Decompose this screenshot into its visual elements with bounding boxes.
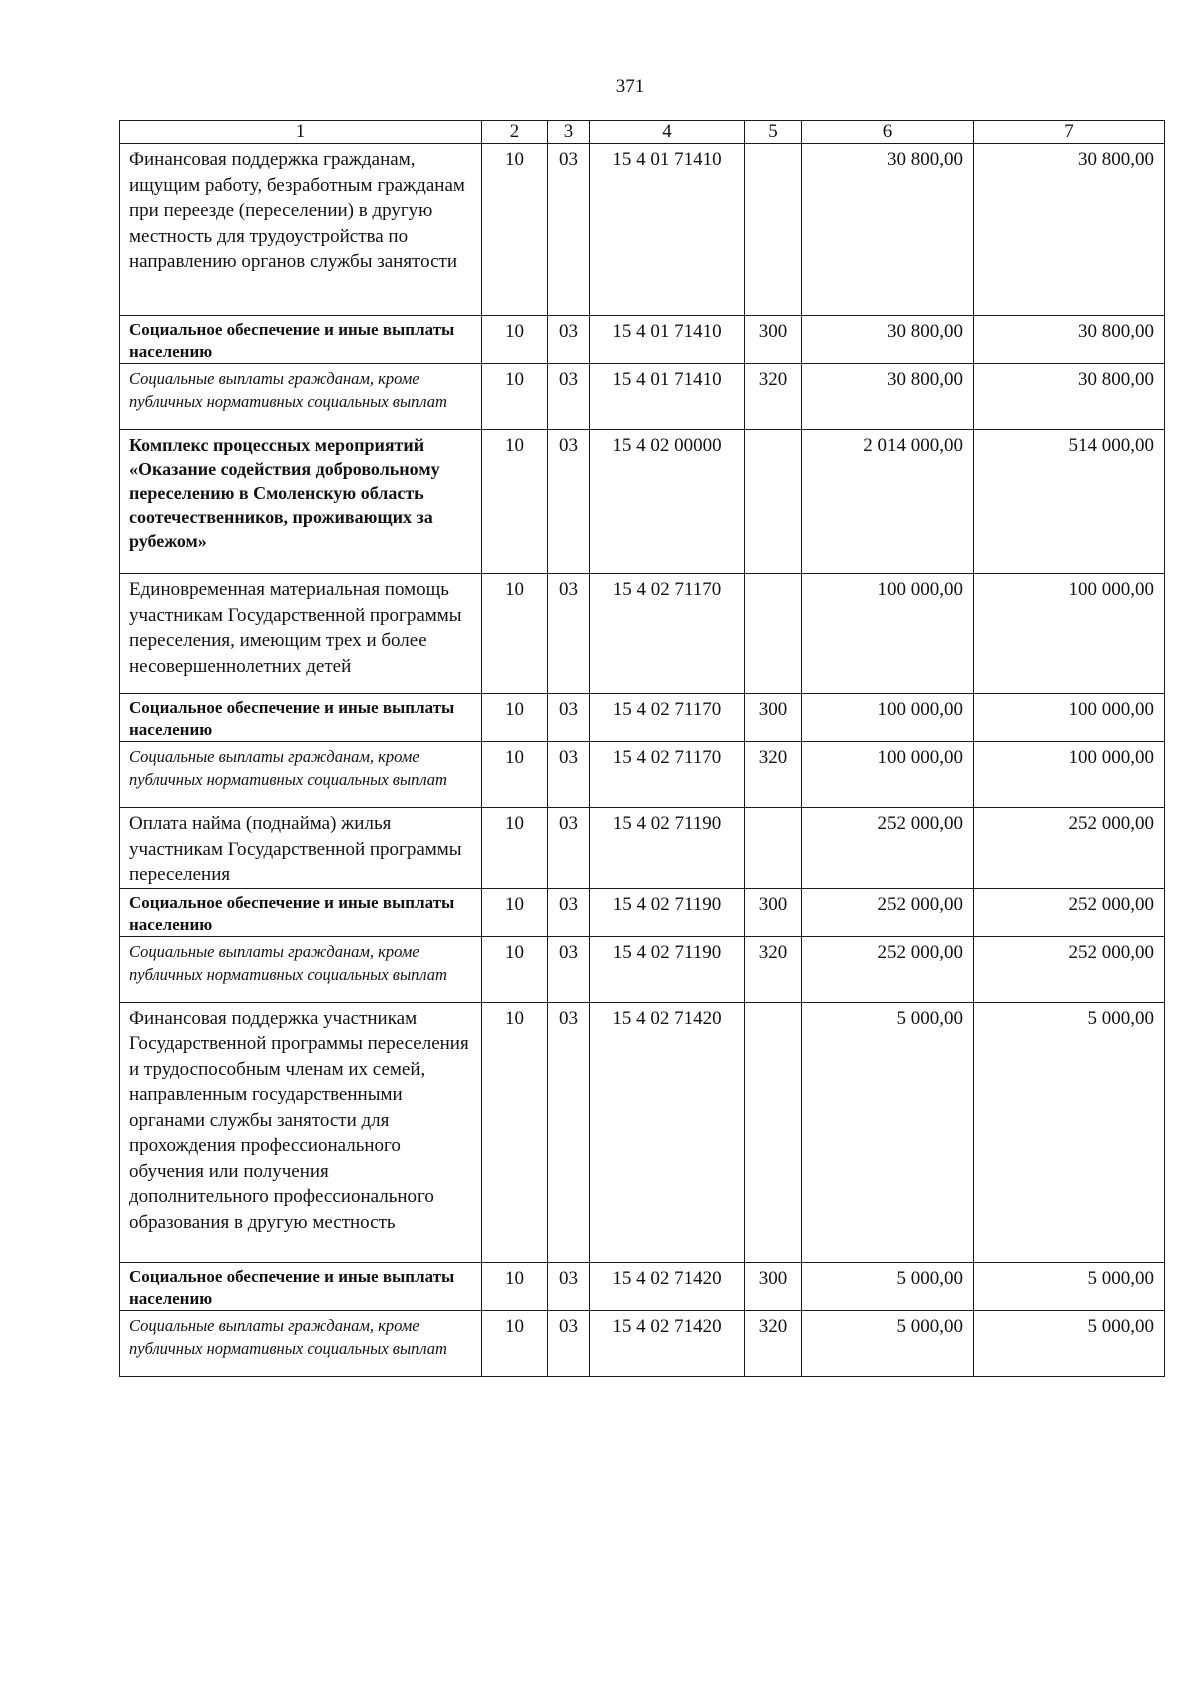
row-expense-type-cell xyxy=(745,808,802,889)
column-header-5: 5 xyxy=(745,121,802,144)
row-section-cell: 10 xyxy=(482,430,548,574)
row-section-cell: 10 xyxy=(482,742,548,808)
row-name-cell: Социальное обеспечение и иные выплаты населению xyxy=(120,694,482,742)
row-amount-col6-cell: 5 000,00 xyxy=(802,1310,974,1376)
table-row xyxy=(120,694,1165,742)
row-subsection-cell: 03 xyxy=(548,888,590,936)
row-subsection-cell: 03 xyxy=(548,316,590,364)
table-row xyxy=(120,1262,1165,1310)
row-target-code-cell: 15 4 02 71170 xyxy=(590,694,745,742)
row-name-cell: Социальные выплаты гражданам, кроме публичных нормативных социальных выплат xyxy=(120,1310,482,1376)
row-expense-type-cell xyxy=(745,144,802,316)
row-name-cell: Комплекс процессных мероприятий «Оказание содействия добровольному переселению в Смоленскую область соотечественников, проживающих за рубежом» xyxy=(120,430,482,574)
table-row xyxy=(120,1002,1165,1262)
column-header-6: 6 xyxy=(802,121,974,144)
row-amount-col6-cell: 100 000,00 xyxy=(802,742,974,808)
row-amount-col6-cell: 30 800,00 xyxy=(802,316,974,364)
row-amount-col6-cell: 100 000,00 xyxy=(802,694,974,742)
row-expense-type-cell xyxy=(745,430,802,574)
row-amount-col7-cell: 100 000,00 xyxy=(974,742,1165,808)
table-row xyxy=(120,1310,1165,1376)
row-name-cell: Финансовая поддержка гражданам, ищущим работу, безработным гражданам при переезде (переселении) в другую местность для трудоустройства по направлению органов службы занятости xyxy=(120,144,482,316)
row-section-cell: 10 xyxy=(482,144,548,316)
row-subsection-cell: 03 xyxy=(548,936,590,1002)
row-amount-col7-cell: 100 000,00 xyxy=(974,574,1165,694)
table-row xyxy=(120,936,1165,1002)
row-target-code-cell: 15 4 02 00000 xyxy=(590,430,745,574)
table-row xyxy=(120,316,1165,364)
row-target-code-cell: 15 4 01 71410 xyxy=(590,316,745,364)
column-header-7: 7 xyxy=(974,121,1165,144)
row-expense-type-cell: 320 xyxy=(745,742,802,808)
row-name-cell: Оплата найма (поднайма) жилья участникам Государственной программы переселения xyxy=(120,808,482,889)
row-section-cell: 10 xyxy=(482,1262,548,1310)
row-amount-col7-cell: 5 000,00 xyxy=(974,1002,1165,1262)
row-expense-type-cell: 300 xyxy=(745,1262,802,1310)
row-amount-col6-cell: 5 000,00 xyxy=(802,1002,974,1262)
row-target-code-cell: 15 4 02 71420 xyxy=(590,1002,745,1262)
row-name-cell: Социальное обеспечение и иные выплаты населению xyxy=(120,1262,482,1310)
budget-table xyxy=(119,120,1165,1377)
row-subsection-cell: 03 xyxy=(548,1262,590,1310)
row-expense-type-cell xyxy=(745,1002,802,1262)
column-header-4: 4 xyxy=(590,121,745,144)
page-number: 371 xyxy=(615,76,645,97)
row-subsection-cell: 03 xyxy=(548,364,590,430)
row-expense-type-cell: 300 xyxy=(745,316,802,364)
row-name-cell: Финансовая поддержка участникам Государственной программы переселения и трудоспособным членам их семей, направленным государственными органами службы занятости для прохождения профессионального обучения или получения дополнительного профессионального образования в другую местность xyxy=(120,1002,482,1262)
row-name-cell: Единовременная материальная помощь участникам Государственной программы переселения, имеющим трех и более несовершеннолетних детей xyxy=(120,574,482,694)
table-row xyxy=(120,144,1165,316)
row-section-cell: 10 xyxy=(482,936,548,1002)
row-section-cell: 10 xyxy=(482,574,548,694)
row-amount-col7-cell: 30 800,00 xyxy=(974,364,1165,430)
row-section-cell: 10 xyxy=(482,1002,548,1262)
row-amount-col6-cell: 252 000,00 xyxy=(802,936,974,1002)
row-target-code-cell: 15 4 02 71170 xyxy=(590,574,745,694)
row-target-code-cell: 15 4 02 71190 xyxy=(590,808,745,889)
row-section-cell: 10 xyxy=(482,808,548,889)
table-row xyxy=(120,808,1165,889)
row-amount-col6-cell: 2 014 000,00 xyxy=(802,430,974,574)
row-subsection-cell: 03 xyxy=(548,430,590,574)
row-amount-col6-cell: 100 000,00 xyxy=(802,574,974,694)
table-row xyxy=(120,430,1165,574)
row-target-code-cell: 15 4 02 71190 xyxy=(590,888,745,936)
row-amount-col7-cell: 30 800,00 xyxy=(974,316,1165,364)
row-target-code-cell: 15 4 02 71420 xyxy=(590,1310,745,1376)
row-amount-col7-cell: 5 000,00 xyxy=(974,1310,1165,1376)
row-subsection-cell: 03 xyxy=(548,1310,590,1376)
row-amount-col7-cell: 30 800,00 xyxy=(974,144,1165,316)
row-section-cell: 10 xyxy=(482,316,548,364)
row-expense-type-cell xyxy=(745,574,802,694)
row-target-code-cell: 15 4 02 71190 xyxy=(590,936,745,1002)
row-amount-col7-cell: 252 000,00 xyxy=(974,888,1165,936)
row-amount-col7-cell: 5 000,00 xyxy=(974,1262,1165,1310)
row-amount-col6-cell: 30 800,00 xyxy=(802,364,974,430)
table-row xyxy=(120,742,1165,808)
row-amount-col6-cell: 30 800,00 xyxy=(802,144,974,316)
row-section-cell: 10 xyxy=(482,1310,548,1376)
column-header-2: 2 xyxy=(482,121,548,144)
column-header-3: 3 xyxy=(548,121,590,144)
row-expense-type-cell: 300 xyxy=(745,888,802,936)
table-row xyxy=(120,364,1165,430)
row-target-code-cell: 15 4 01 71410 xyxy=(590,364,745,430)
row-subsection-cell: 03 xyxy=(548,144,590,316)
table-header-row xyxy=(120,121,1165,144)
row-expense-type-cell: 320 xyxy=(745,1310,802,1376)
row-target-code-cell: 15 4 01 71410 xyxy=(590,144,745,316)
row-amount-col6-cell: 252 000,00 xyxy=(802,808,974,889)
row-name-cell: Социальные выплаты гражданам, кроме публичных нормативных социальных выплат xyxy=(120,364,482,430)
row-name-cell: Социальное обеспечение и иные выплаты населению xyxy=(120,888,482,936)
row-subsection-cell: 03 xyxy=(548,574,590,694)
row-amount-col7-cell: 252 000,00 xyxy=(974,808,1165,889)
column-header-1: 1 xyxy=(120,121,482,144)
row-expense-type-cell: 320 xyxy=(745,936,802,1002)
row-amount-col7-cell: 100 000,00 xyxy=(974,694,1165,742)
row-amount-col6-cell: 252 000,00 xyxy=(802,888,974,936)
row-name-cell: Социальные выплаты гражданам, кроме публичных нормативных социальных выплат xyxy=(120,742,482,808)
row-target-code-cell: 15 4 02 71170 xyxy=(590,742,745,808)
row-subsection-cell: 03 xyxy=(548,1002,590,1262)
row-amount-col6-cell: 5 000,00 xyxy=(802,1262,974,1310)
row-subsection-cell: 03 xyxy=(548,742,590,808)
row-name-cell: Социальные выплаты гражданам, кроме публичных нормативных социальных выплат xyxy=(120,936,482,1002)
row-section-cell: 10 xyxy=(482,888,548,936)
table-row xyxy=(120,888,1165,936)
row-expense-type-cell: 320 xyxy=(745,364,802,430)
table-row xyxy=(120,574,1165,694)
row-amount-col7-cell: 514 000,00 xyxy=(974,430,1165,574)
table-body xyxy=(120,144,1165,1377)
row-expense-type-cell: 300 xyxy=(745,694,802,742)
row-target-code-cell: 15 4 02 71420 xyxy=(590,1262,745,1310)
row-subsection-cell: 03 xyxy=(548,808,590,889)
row-subsection-cell: 03 xyxy=(548,694,590,742)
row-amount-col7-cell: 252 000,00 xyxy=(974,936,1165,1002)
row-section-cell: 10 xyxy=(482,364,548,430)
row-name-cell: Социальное обеспечение и иные выплаты населению xyxy=(120,316,482,364)
row-section-cell: 10 xyxy=(482,694,548,742)
